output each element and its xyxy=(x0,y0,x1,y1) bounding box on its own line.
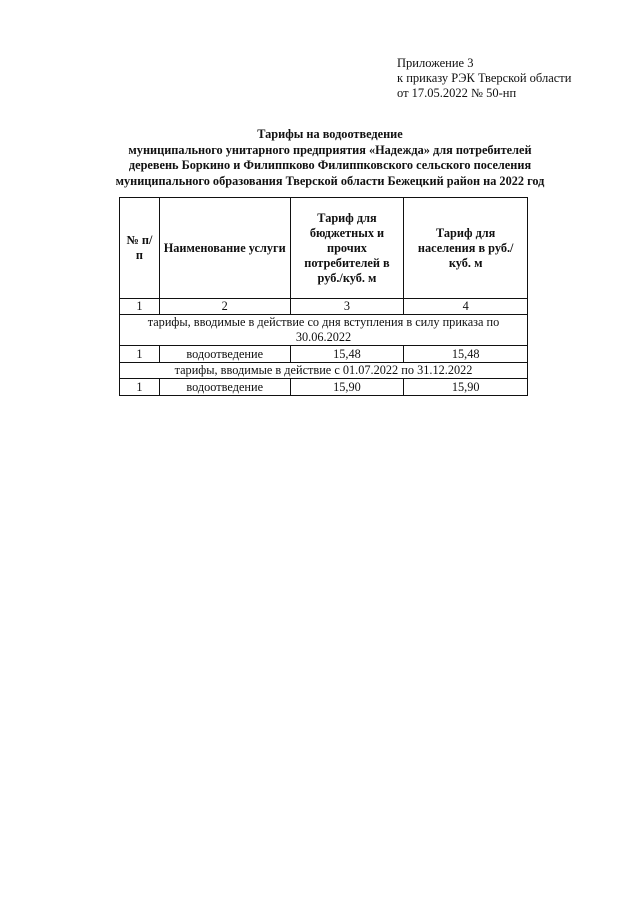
appendix-line-2: к приказу РЭК Тверской области xyxy=(397,71,572,85)
row-budget-tariff: 15,48 xyxy=(290,346,404,363)
row-number: 1 xyxy=(120,379,160,396)
column-number-row xyxy=(120,299,528,315)
title-line-1: Тарифы на водоотведение xyxy=(257,127,403,141)
row-number: 1 xyxy=(120,346,160,363)
appendix-line-3: от 17.05.2022 № 50-нп xyxy=(397,86,517,100)
row-service: водоотведение xyxy=(159,346,290,363)
tariffs-table xyxy=(119,197,528,396)
table-row xyxy=(120,346,528,363)
document-title xyxy=(100,127,560,189)
appendix-line-1: Приложение 3 xyxy=(397,56,474,70)
column-number: 2 xyxy=(159,299,290,315)
column-number: 1 xyxy=(120,299,160,315)
row-budget-tariff: 15,90 xyxy=(290,379,404,396)
section-row xyxy=(120,363,528,379)
title-line-3: деревень Боркино и Филиппково Филиппковского сельского поселения xyxy=(128,158,532,172)
row-service: водоотведение xyxy=(159,379,290,396)
column-number: 4 xyxy=(404,299,528,315)
title-line-2: муниципального унитарного предприятия «Надежда» для потребителей xyxy=(128,142,532,157)
column-number: 3 xyxy=(290,299,404,315)
section-title: тарифы, вводимые в действие с 01.07.2022 по 31.12.2022 xyxy=(120,363,528,379)
table-header-row xyxy=(120,198,528,299)
header-number: № п/п xyxy=(120,198,160,299)
header-budget-tariff: Тариф для бюджетных и прочих потребителей в руб./куб. м xyxy=(290,198,404,299)
header-service: Наименование услуги xyxy=(159,198,290,299)
section-title: тарифы, вводимые в действие со дня вступления в силу приказа по 30.06.2022 xyxy=(120,315,528,346)
section-row xyxy=(120,315,528,346)
table-row xyxy=(120,379,528,396)
appendix-reference xyxy=(397,56,571,101)
title-line-4: муниципального образования Тверской области Бежецкий район на 2022 год xyxy=(115,173,545,188)
header-population-tariff: Тариф для населения в руб./куб. м xyxy=(404,198,528,299)
row-population-tariff: 15,48 xyxy=(404,346,528,363)
row-population-tariff: 15,90 xyxy=(404,379,528,396)
